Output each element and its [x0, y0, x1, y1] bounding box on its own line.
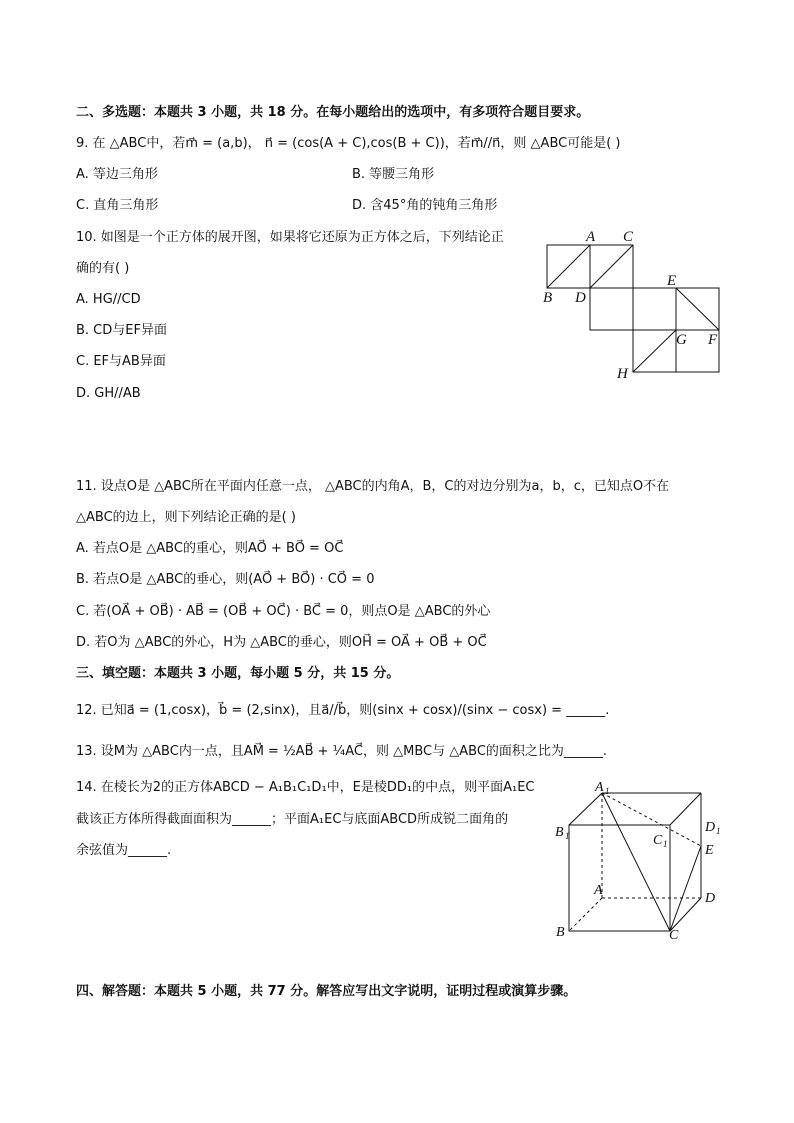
question-11-option-d: D. 若O为 △ABC的外心，H为 △ABC的垂心，则OH⃗ = OA⃗ + OB⃗ + OC⃗ [76, 635, 487, 650]
section-3-header: 三、填空题：本题共 3 小题，每小题 5 分，共 15 分。 [76, 666, 400, 681]
question-10-option-c: C. EF与AB异面 [76, 354, 166, 369]
net-label-h: H [617, 366, 628, 382]
section-4-header: 四、解答题：本题共 5 小题，共 77 分。解答应写出文字说明，证明过程或演算步骤。 [76, 984, 577, 999]
question-9-option-b: B. 等腰三角形 [352, 167, 435, 182]
cube-label-b1-sub: 1 [565, 831, 570, 841]
net-label-d: D [575, 290, 586, 306]
cube-label-b1: B [555, 825, 564, 840]
net-label-b: B [543, 290, 553, 306]
question-13-stem: 13. 设M为 △ABC内一点，且AM⃗ = ½AB⃗ + ¼AC⃗，则 △MBC与 △ABC的面积之比为______. [76, 744, 608, 759]
question-14-stem-line-1: 14. 在棱长为2的正方体ABCD − A₁B₁C₁D₁中，E是棱DD₁的中点，则平面A₁EC [76, 780, 535, 795]
net-label-g: G [676, 332, 687, 348]
section-2-header: 二、多选题：本题共 3 小题，共 18 分。在每小题给出的选项中，有多项符合题目要求。 [76, 105, 590, 120]
question-11-option-a: A. 若点O是 △ABC的重心，则AO⃗ + BO⃗ = OC⃗ [76, 541, 344, 556]
cube-label-c: C [669, 928, 679, 943]
question-9-option-c: C. 直角三角形 [76, 198, 159, 213]
cube-label-a: A [594, 883, 603, 898]
net-label-e: E [667, 273, 677, 289]
question-10-option-a: A. HG//CD [76, 292, 141, 307]
cube-label-d: D [705, 891, 716, 906]
question-10-option-b: B. CD与EF异面 [76, 323, 167, 338]
question-9-stem: 9. 在 △ABC中，若m⃗ = (a,b)， n⃗ = (cos(A + C),cos(B + C))，若m⃗//n⃗，则 △ABC可能是( ) [76, 136, 621, 151]
cube-net-figure [536, 226, 736, 386]
question-11-stem-line-2: △ABC的边上，则下列结论正确的是( ) [76, 510, 296, 525]
net-label-f: F [708, 332, 718, 348]
cube-label-a1: A [595, 780, 604, 795]
cube-label-d1-sub: 1 [716, 826, 721, 836]
cube-label-d1: D [705, 820, 716, 835]
cube-label-c1-sub: 1 [663, 839, 668, 849]
question-10-stem-line-1: 10. 如图是一个正方体的展开图，如果将它还原为正方体之后，下列结论正 [76, 230, 504, 245]
question-10-option-d: D. GH//AB [76, 386, 141, 401]
question-9-option-d: D. 含45°角的钝角三角形 [352, 198, 498, 213]
question-12-stem: 12. 已知a⃗ = (1,cosx)，b⃗ = (2,sinx)，且a⃗//b⃗，则(sinx + cosx)/(sinx − cosx) = ______. [76, 703, 610, 718]
net-label-c: C [623, 229, 634, 245]
question-9-option-a: A. 等边三角形 [76, 167, 158, 182]
question-14-stem-line-2: 截该正方体所得截面面积为______；平面A₁EC与底面ABCD所成锐二面角的 [76, 812, 509, 827]
cube-label-e: E [705, 843, 714, 858]
question-14-stem-line-3: 余弦值为______. [76, 843, 172, 858]
question-11-stem-line-1: 11. 设点O是 △ABC所在平面内任意一点， △ABC的内角A，B，C的对边分别为a，b，c，已知点O不在 [76, 479, 670, 494]
cube-label-c1: C [653, 833, 663, 848]
net-label-a: A [586, 229, 596, 245]
question-11-option-c: C. 若(OA⃗ + OB⃗) · AB⃗ = (OB⃗ + OC⃗) · BC⃗ = 0，则点O是 △ABC的外心 [76, 604, 491, 619]
cube-label-a1-sub: 1 [605, 786, 610, 796]
question-11-option-b: B. 若点O是 △ABC的垂心，则(AO⃗ + BO⃗) · CO⃗ = 0 [76, 572, 375, 587]
question-10-stem-line-2: 确的有( ) [76, 261, 130, 276]
cube-figure [550, 778, 740, 946]
cube-label-b: B [556, 925, 565, 940]
